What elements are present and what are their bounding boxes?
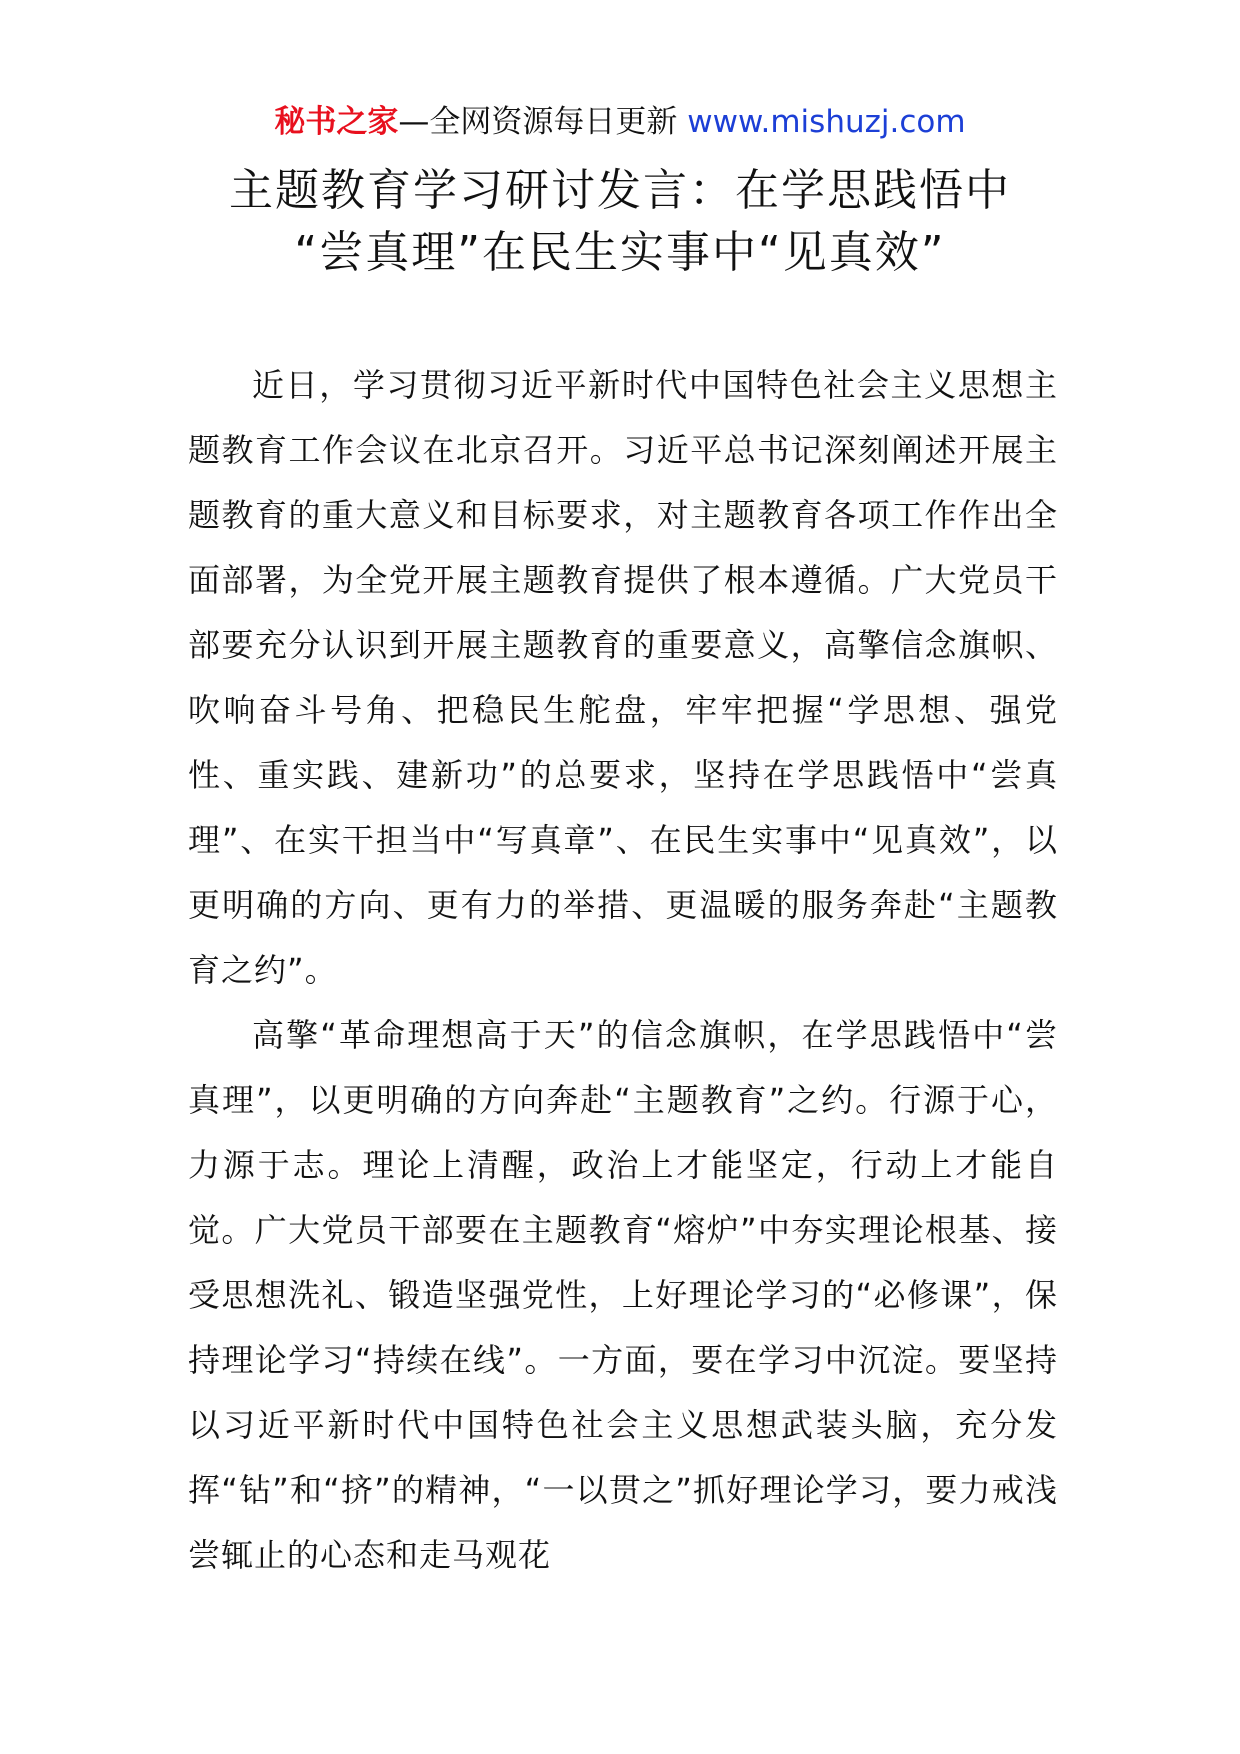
title-line-2: “尝真理”在民生实事中“见真效” (294, 227, 946, 278)
paragraph-2: 高擎“革命理想高于天”的信念旗帜，在学思践悟中“尝真理”，以更明确的方向奔赴“主题教育”之约。行源于心，力源于志。理论上清醒，政治上才能坚定，行动上才能自觉。广大党员干部要在主题教育“熔炉”中夯实理论根基、接受思想洗礼、锻造坚强党性，上好理论学习的“必修课”，保持理论学习“持续在线”。一方面，要在学习中沉淀。要坚持以习近平新时代中国特色社会主义思想武装头脑，充分发挥“钻”和“挤”的精神，“一以贯之”抓好理论学习，要力戒浅尝辄止的心态和走马观花 (188, 1016, 1058, 1574)
site-url-link[interactable]: www.mishuzj.com (687, 104, 966, 140)
site-tagline: —全网资源每日更新 (398, 104, 688, 140)
site-header (0, 100, 1240, 144)
document-body (188, 353, 1058, 1588)
document-title (150, 160, 1090, 284)
title-line-1: 主题教育学习研讨发言：在学思践悟中 (229, 165, 1011, 216)
site-brand: 秘书之家 (274, 104, 399, 140)
paragraph-1: 近日，学习贯彻习近平新时代中国特色社会主义思想主题教育工作会议在北京召开。习近平总书记深刻阐述开展主题教育的重大意义和目标要求，对主题教育各项工作作出全面部署，为全党开展主题教育提供了根本遵循。广大党员干部要充分认识到开展主题教育的重要意义，高擎信念旗帜、吹响奋斗号角、把稳民生舵盘，牢牢把握“学思想、强党性、重实践、建新功”的总要求，坚持在学思践悟中“尝真理”、在实干担当中“写真章”、在民生实事中“见真效”，以更明确的方向、更有力的举措、更温暖的服务奔赴“主题教育之约”。 (188, 366, 1058, 989)
